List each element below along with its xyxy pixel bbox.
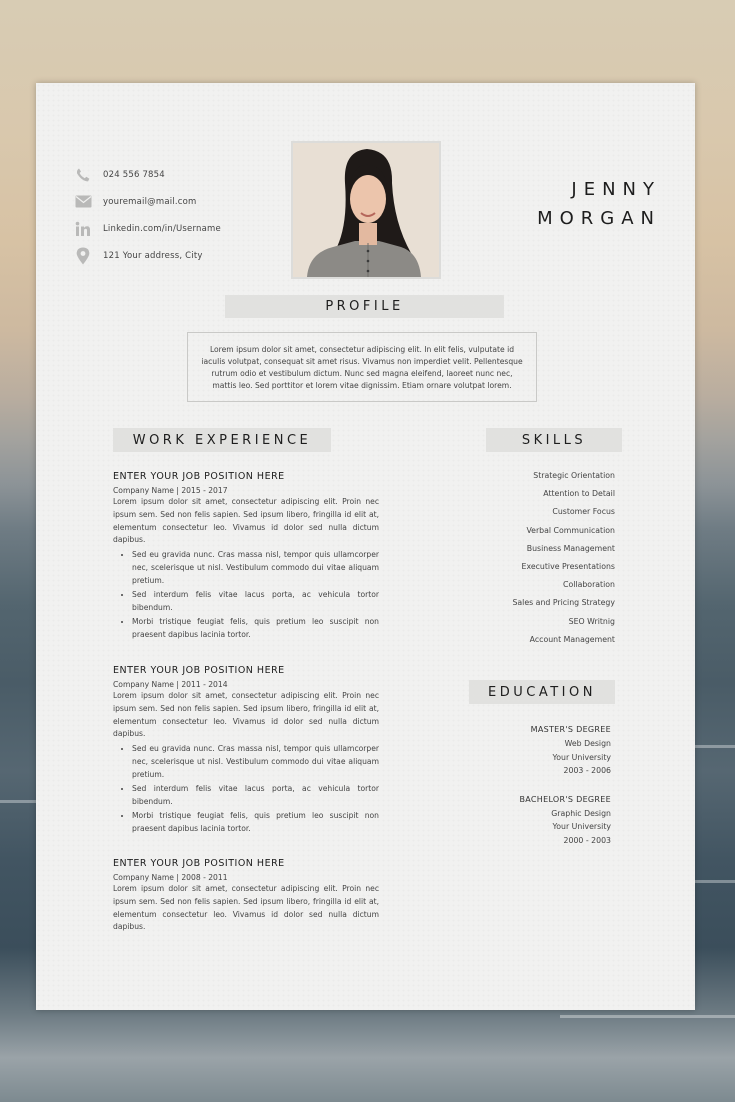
education-heading: EDUCATION: [469, 680, 615, 704]
degree-years: 2003 - 2006: [563, 766, 611, 775]
job-description: Lorem ipsum dolor sit amet, consectetur adipiscing elit. Proin nec ipsum sem. Sed non felis sapien. Sed ipsum libero, fringilla id elit at, elementum consectetur leo. Vivamus id dolor sed nulla dictum dapibus.: [113, 497, 379, 545]
degree-field: Web Design: [564, 739, 611, 748]
last-name: MORGAN: [537, 208, 661, 229]
job-bullet: • Sed interdum felis vitae lacus porta, ac vehicula tortor bibendum.: [132, 589, 379, 615]
linkedin-text: Linkedin.com/in/Username: [103, 223, 221, 234]
job-title: ENTER YOUR JOB POSITION HERE: [113, 471, 285, 482]
job-company: Company Name | 2008 - 2011: [113, 873, 228, 882]
job-bullets: [113, 743, 379, 836]
job-entry: [113, 471, 379, 665]
contact-list: [74, 161, 221, 269]
job-bullet: • Sed interdum felis vitae lacus porta, ac vehicula tortor bibendum.: [132, 783, 379, 809]
linkedin-icon: [74, 220, 92, 238]
skill-item: SEO Writnig: [568, 616, 615, 626]
email-text: youremail@mail.com: [103, 196, 197, 207]
skill-item: Collaboration: [563, 580, 615, 590]
profile-heading: PROFILE: [225, 295, 504, 318]
background-wave: [0, 800, 36, 803]
job-entry: [113, 665, 379, 858]
contact-email: [74, 188, 221, 215]
first-name: JENNY: [571, 179, 661, 200]
degree-field: Graphic Design: [551, 808, 611, 818]
degree-title: MASTER'S DEGREE: [530, 725, 611, 734]
candidate-name: [537, 175, 661, 233]
job-description: Lorem ipsum dolor sit amet, consectetur adipiscing elit. Proin nec ipsum sem. Sed non felis sapien. Sed ipsum libero, fringilla id elit at, elementum consectetur leo. Vivamus id dolor sed nulla dictum dapibus.: [113, 884, 379, 932]
contact-address: [74, 242, 221, 269]
location-pin-icon: [74, 247, 92, 265]
job-company: Company Name | 2015 - 2017: [113, 486, 228, 495]
contact-linkedin: [74, 215, 221, 242]
degree-years: 2000 - 2003: [563, 835, 611, 845]
background-wave: [690, 745, 735, 748]
job-description: Lorem ipsum dolor sit amet, consectetur adipiscing elit. Proin nec ipsum sem. Sed non felis sapien. Sed ipsum libero, fringilla id elit at, elementum consectetur leo. Vivamus id dolor sed nulla dictum dapibus.: [113, 691, 379, 739]
job-bullet: • Sed eu gravida nunc. Cras massa nisl, tempor quis ullamcorper nec, scelerisque ut nisl. Vestibulum commodo dui vitae aliquam pretium.: [132, 549, 379, 587]
job-company: Company Name | 2011 - 2014: [113, 680, 228, 689]
background-wave: [560, 1015, 735, 1018]
profile-summary: Lorem ipsum dolor sit amet, consectetur adipiscing elit. In elit felis, vulputate id iaculis volutpat, consequat sit amet risus. Vivamus non imperdiet velit. Pellentesque rutrum odio et vestibulum dictum. Nunc sed magna eleifend, laoreet nunc nec, mattis leo. Sed porttitor et lorem vitae dignissim. Etiam ornare volutpat lorem.: [187, 332, 537, 402]
skill-item: Strategic Orientation: [533, 471, 615, 480]
phone-text: 024 556 7854: [103, 169, 165, 180]
job-bullets: [113, 549, 379, 642]
skill-item: Attention to Detail: [543, 489, 615, 499]
skill-item: Business Management: [526, 543, 615, 553]
skill-item: Account Management: [529, 634, 615, 644]
degree-school: Your University: [552, 822, 611, 831]
address-text: 121 Your address, City: [103, 250, 203, 261]
phone-icon: [74, 166, 92, 184]
job-title: ENTER YOUR JOB POSITION HERE: [113, 858, 285, 869]
contact-phone: [74, 161, 221, 188]
job-bullet: • Morbi tristique feugiat felis, quis pretium leo suscipit non praesent dapibus lacinia tortor.: [132, 810, 379, 836]
degree-school: Your University: [552, 752, 611, 762]
education-entry: [519, 723, 611, 778]
skill-item: Sales and Pricing Strategy: [512, 598, 615, 608]
skill-item: Executive Presentations: [521, 562, 615, 572]
skill-item: Verbal Communication: [526, 525, 615, 535]
education-entry: [519, 793, 611, 848]
job-bullet: • Morbi tristique feugiat felis, quis pretium leo suscipit non praesent dapibus lacinia tortor.: [132, 616, 379, 642]
resume-page: [36, 83, 695, 1010]
envelope-icon: [74, 193, 92, 211]
education-list: [519, 723, 611, 862]
skills-list: [512, 467, 615, 649]
job-bullet: • Sed eu gravida nunc. Cras massa nisl, tempor quis ullamcorper nec, scelerisque ut nisl. Vestibulum commodo dui vitae aliquam pretium.: [132, 743, 379, 781]
job-title: ENTER YOUR JOB POSITION HERE: [113, 665, 285, 676]
skills-heading: SKILLS: [486, 428, 622, 452]
job-entry: [113, 858, 379, 934]
skill-item: Customer Focus: [552, 507, 615, 517]
profile-photo: [291, 141, 441, 279]
work-experience-heading: WORK EXPERIENCE: [113, 428, 331, 452]
work-experience-list: [113, 471, 379, 934]
background-wave: [690, 880, 735, 883]
degree-title: BACHELOR'S DEGREE: [519, 794, 611, 804]
